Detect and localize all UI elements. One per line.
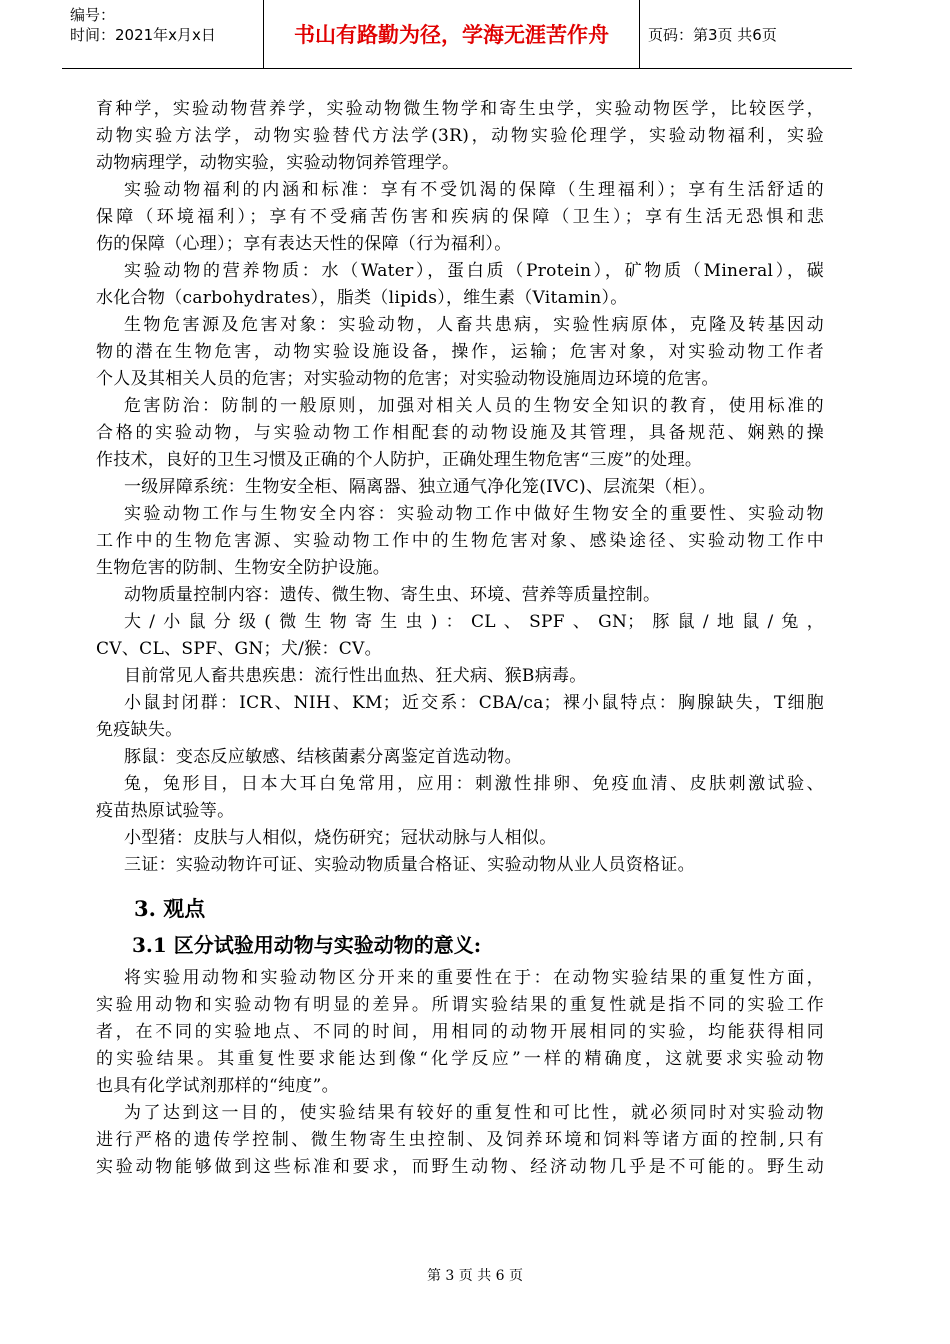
text-line: 目前常见人畜共患疾患：流行性出血热、狂犬病、猴B病毒。: [124, 666, 587, 686]
text-line: 危害防治：防制的一般原则，加强对相关人员的生物安全知识的教育，使用标准的: [124, 396, 824, 416]
page-footer: 第 3 页 共 6 页: [426, 1268, 524, 1284]
text-line: 实验动物福利的内涵和标准：享有不受饥渴的保障（生理福利）；享有生活舒适的: [124, 180, 824, 200]
text-line: 一级屏障系统：生物安全柜、隔离器、独立通气净化笼(IVC)、层流架（柜）。: [124, 477, 716, 497]
page-header: [62, 0, 852, 69]
text-line: 动物质量控制内容：遗传、微生物、寄生虫、环境、营养等质量控制。: [124, 585, 661, 605]
text-line: 豚鼠：变态反应敏感、结核菌素分离鉴定首选动物。: [124, 747, 522, 767]
text-line: 将实验用动物和实验动物区分开来的重要性在于：在动物实验结果的重复性方面，: [124, 968, 824, 988]
text-line: 实验用动物和实验动物有明显的差异。所谓实验结果的重复性就是指不同的实验工作: [96, 995, 824, 1015]
text-line: 个人及其相关人员的危害；对实验动物的危害；对实验动物设施周边环境的危害。: [96, 369, 719, 389]
text-line: 伤的保障（心理）；享有表达天性的保障（行为福利）。: [96, 234, 512, 254]
doc-number-label: 编号：: [70, 6, 116, 24]
text-line: 也具有化学试剂那样的“纯度”。: [96, 1076, 339, 1096]
text-line: 保障（环境福利）；享有不受痛苦伤害和疾病的保障（卫生）；享有生活无恐惧和悲: [96, 207, 824, 227]
text-line: CV、CL、SPF、GN；犬/猴：CV。: [96, 639, 382, 659]
text-line: 实验动物工作与生物安全内容：实验动物工作中做好生物安全的重要性、实验动物: [124, 504, 824, 524]
text-line: 兔，兔形目，日本大耳白兔常用，应用：刺激性排卵、免疫血清、皮肤刺激试验、: [124, 774, 824, 794]
subsection-heading: 3.1 区分试验用动物与实验动物的意义:: [132, 933, 482, 957]
text-line: 工作中的生物危害源、实验动物工作中的生物危害对象、感染途径、实验动物工作中: [96, 531, 824, 551]
header-motto: 书山有路勤为径，学海无涯苦作舟: [264, 0, 640, 68]
text-line: 生物危害的防制、生物安全防护设施。: [96, 558, 391, 578]
text-line: 大/小鼠分级(微生物寄生虫)：CL、SPF、GN；豚鼠/地鼠/兔，: [124, 612, 824, 632]
text-line: 小鼠封闭群：ICR、NIH、KM；近交系：CBA/ca；裸小鼠特点：胸腺缺失，T细胞: [124, 693, 824, 713]
text-line: 育种学，实验动物营养学，实验动物微生物学和寄生虫学，实验动物医学，比较医学，: [96, 99, 824, 119]
header-page-number: 页码：第3页 共6页: [648, 25, 777, 44]
text-line: 实验动物能够做到这些标准和要求，而野生动物、经济动物几乎是不可能的。野生动: [96, 1157, 824, 1177]
text-line: 水化合物（carbohydrates），脂类（lipids），维生素（Vitamin）。: [96, 288, 628, 308]
text-line: 疫苗热原试验等。: [96, 801, 235, 821]
text-line: 动物病理学，动物实验，实验动物饲养管理学。: [96, 153, 460, 173]
text-line: 的实验结果。其重复性要求能达到像“化学反应”一样的精确度，这就要求实验动物: [96, 1049, 824, 1069]
text-line: 小型猪：皮肤与人相似，烧伤研究；冠状动脉与人相似。: [124, 828, 557, 848]
text-line: 实验动物的营养物质：水（Water），蛋白质（Protein），矿物质（Mineral），碳: [124, 261, 824, 281]
text-line: 为了达到这一目的，使实验结果有较好的重复性和可比性，就必须同时对实验动物: [124, 1103, 824, 1123]
text-line: 生物危害源及危害对象：实验动物，人畜共患病，实验性病原体，克隆及转基因动: [124, 315, 824, 335]
section-heading: 3. 观点: [134, 896, 206, 921]
text-line: 进行严格的遗传学控制、微生物寄生虫控制、及饲养环境和饲料等诸方面的控制,只有: [96, 1130, 824, 1150]
text-line: 三证：实验动物许可证、实验动物质量合格证、实验动物从业人员资格证。: [124, 855, 695, 875]
header-meta: [62, 0, 264, 68]
text-line: 免疫缺失。: [96, 720, 183, 740]
text-line: 动物实验方法学，动物实验替代方法学(3R)，动物实验伦理学，实验动物福利，实验: [96, 126, 824, 146]
document-body: [96, 96, 824, 1181]
text-line: 者，在不同的实验地点、不同的时间，用相同的动物开展相同的实验，均能获得相同: [96, 1022, 824, 1042]
doc-time-label: 时间：2021年x月x日: [70, 26, 216, 44]
text-line: 作技术，良好的卫生习惯及正确的个人防护，正确处理生物危害“三废”的处理。: [96, 450, 703, 470]
text-line: 合格的实验动物，与实验动物工作相配套的动物设施及其管理，具备规范、娴熟的操: [96, 423, 824, 443]
text-line: 物的潜在生物危害，动物实验设施设备，操作，运输；危害对象，对实验动物工作者: [96, 342, 824, 362]
